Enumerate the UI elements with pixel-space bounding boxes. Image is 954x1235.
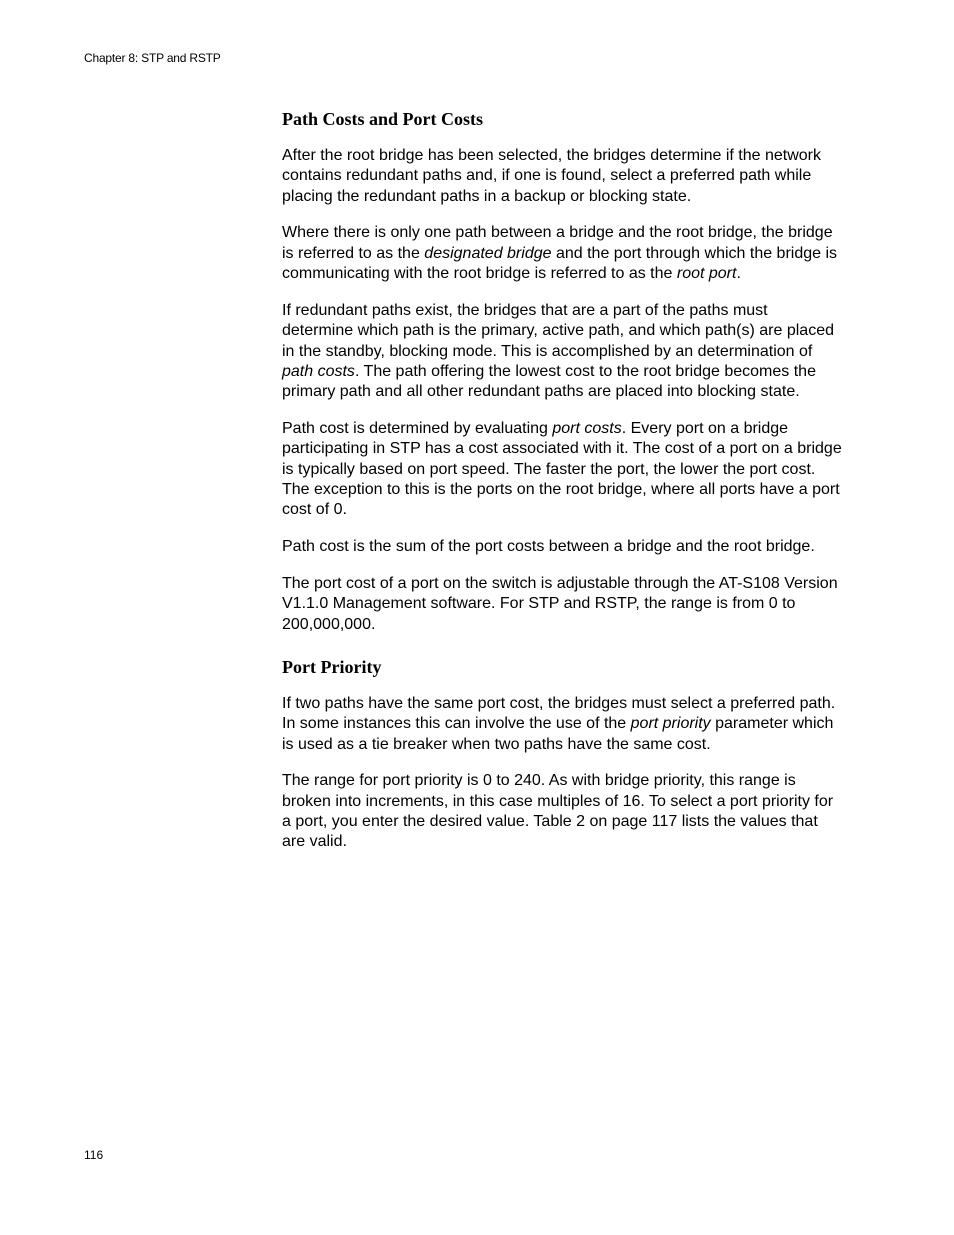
text-run: If two paths have the same port cost, the bridges must select a preferred path. In some instances this can involve the use of the: [282, 694, 836, 733]
paragraph: [282, 301, 842, 402]
paragraph: Path cost is the sum of the port costs between a bridge and the root bridge.: [282, 538, 815, 556]
emphasis-path-costs: path costs: [282, 362, 355, 380]
paragraph: The range for port priority is 0 to 240. As with bridge priority, this range is broken into increments, in this case multiples of 16. To select a port priority for a port, you enter the desired value. Table 2 on page 117 lists the values that are valid.: [282, 772, 834, 851]
emphasis-port-priority: port priority: [630, 715, 711, 733]
emphasis-root-port: root port: [676, 265, 737, 283]
paragraph: [282, 694, 842, 755]
emphasis-port-costs: port costs: [552, 420, 622, 438]
paragraph: [282, 223, 842, 284]
text-run: If redundant paths exist, the bridges that are a part of the paths must determine which path is the primary, active path, and which path(s) are placed in the standby, blocking mode. This is accomplished by an determination of: [282, 301, 834, 360]
paragraph: After the root bridge has been selected, the bridges determine if the network contains redundant paths and, if one is found, select a preferred path while placing the redundant paths in a backup or blocking state.: [282, 147, 821, 205]
main-content: [282, 108, 842, 869]
text-run: parameter which is used as a tie breaker when two paths have the same cost.: [282, 715, 834, 753]
paragraph: [282, 419, 842, 520]
text-run: . Every port on a bridge participating in STP has a cost associated with it. The cost of a port on a bridge is typically based on port speed. The faster the port, the lower the port cost. The exception to this is the ports on the root bridge, where all ports have a port cost of 0.: [282, 420, 842, 519]
page-number: 116: [84, 1148, 104, 1162]
text-run: Where there is only one path between a bridge and the root bridge, the bridge is referred to as the: [282, 224, 833, 262]
running-header: Chapter 8: STP and RSTP: [84, 51, 221, 65]
text-run: Path cost is determined by evaluating: [282, 420, 553, 438]
text-run: .: [736, 265, 741, 283]
section-heading-port-priority: Port Priority: [282, 656, 382, 677]
text-run: and the port through which the bridge is communicating with the root bridge is referred to as the: [282, 244, 838, 283]
paragraph: The port cost of a port on the switch is adjustable through the AT-S108 Version V1.1.0 Management software. For STP and RSTP, the range is from 0 to 200,000,000.: [282, 575, 838, 633]
emphasis-designated-bridge: designated bridge: [424, 244, 552, 262]
section-heading-path-costs: Path Costs and Port Costs: [282, 109, 484, 129]
text-run: . The path offering the lowest cost to the root bridge becomes the primary path and all other redundant paths are placed into blocking state.: [282, 362, 816, 401]
